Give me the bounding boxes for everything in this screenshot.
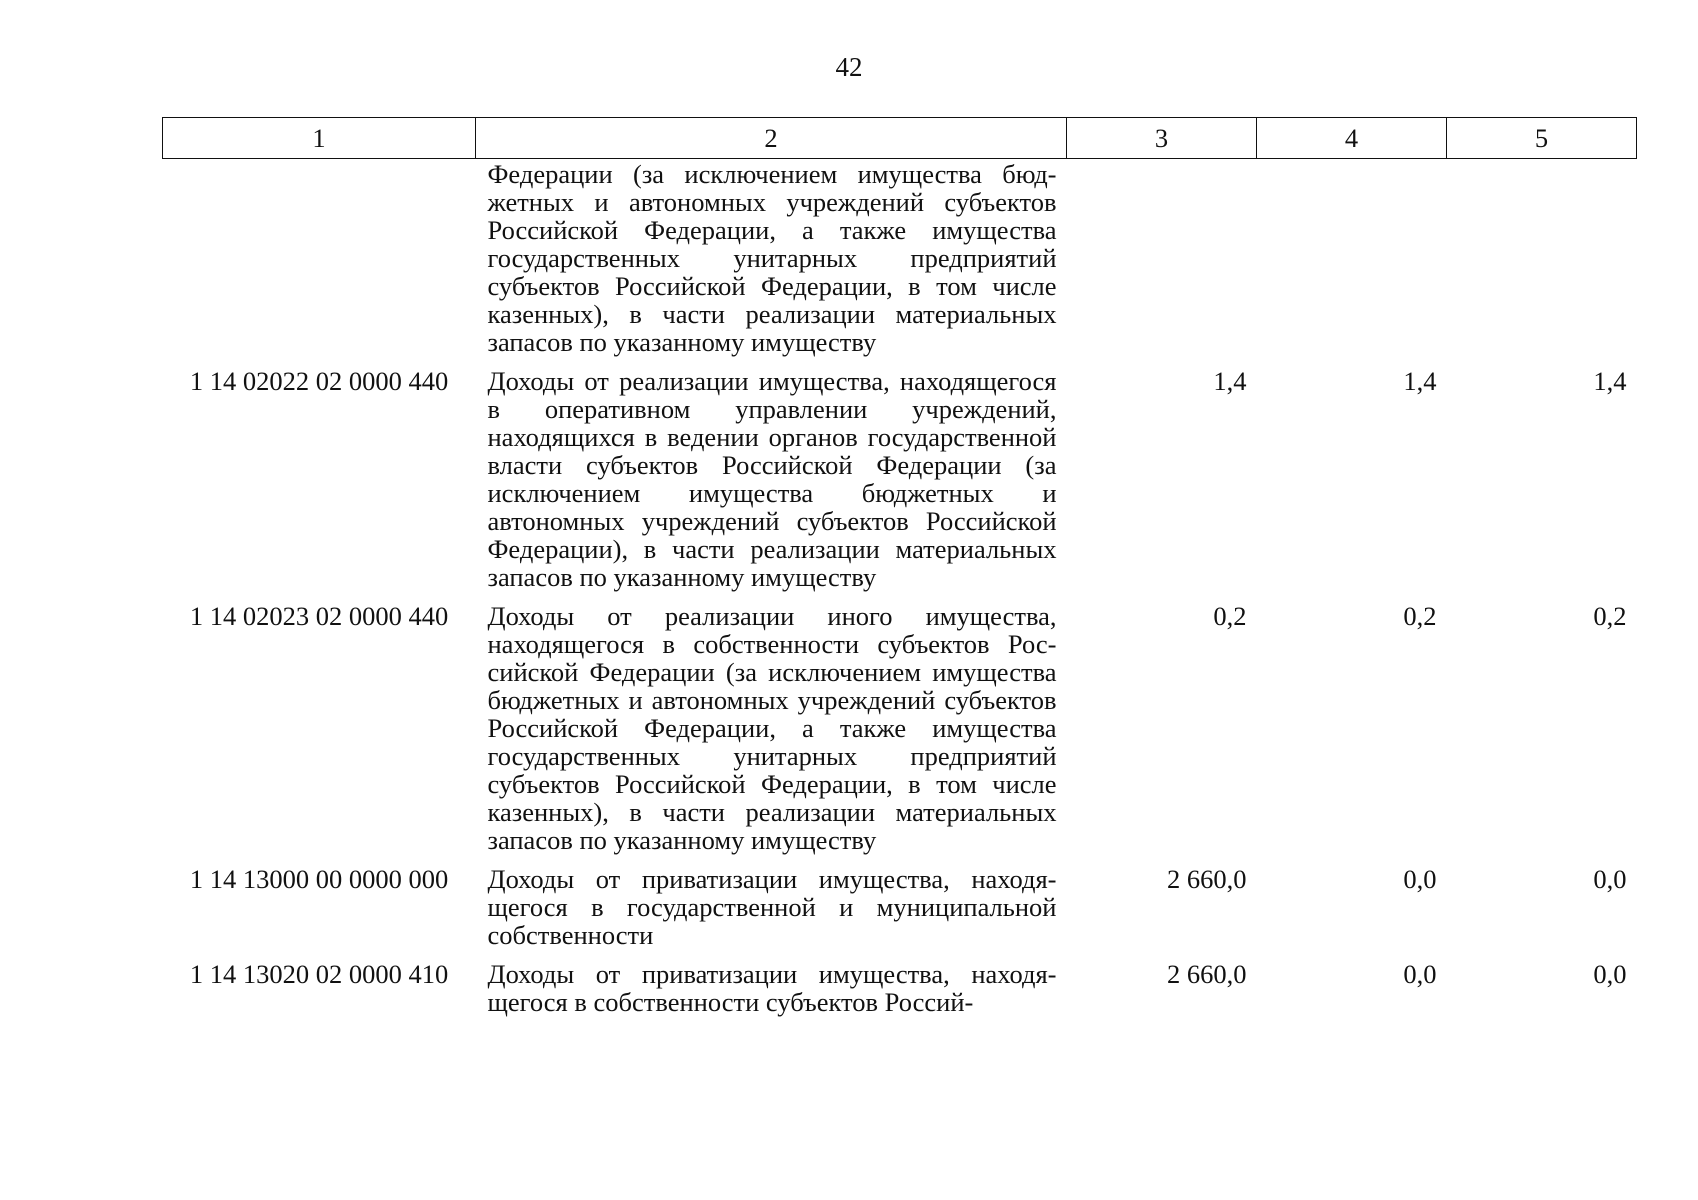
row-description: [476, 949, 1067, 1016]
header-col-5: 5: [1447, 118, 1637, 159]
table-row: [163, 591, 1637, 854]
header-col-4: 4: [1257, 118, 1447, 159]
row-description: [476, 591, 1067, 854]
table-row: [163, 949, 1637, 1016]
row-code: 1 14 02023 02 0000 440: [189, 601, 449, 631]
row-code: 1 14 13020 02 0000 410: [189, 959, 449, 989]
row-value-col5: 0,2: [1593, 601, 1627, 631]
row-value-col5: 0,0: [1593, 864, 1627, 894]
table-body: [163, 159, 1637, 1017]
row-value-col4: 0,2: [1403, 601, 1437, 631]
row-value-col5: 1,4: [1593, 366, 1627, 396]
row-value-col3: 1,4: [1213, 366, 1247, 396]
row-description-text: Доходы от реализации иного имущества, находящегося в собственности субъектов Российской Федерации (за исключением имущества бюджетных и автономных учреждений субъектов Российской Федерации, а также имущества государственных унитарных предприятий субъектов Российской Федерации, в том числе казенных), в части реализации материальных запасов по указанному имуществу: [487, 601, 1057, 855]
row-value-col3: 2 660,0: [1167, 959, 1247, 989]
row-description-text: Доходы от приватизации имущества, находящегося в государственной и муниципальной собственности: [487, 864, 1057, 950]
row-value-col4: 1,4: [1403, 366, 1437, 396]
table-row: [163, 854, 1637, 949]
row-value-col4: [1257, 159, 1447, 357]
row-value-col5: [1447, 159, 1637, 357]
row-value-col3: [1067, 159, 1257, 357]
row-value-col4: 0,0: [1403, 959, 1437, 989]
row-description-text: Федерации (за исключением имущества бюджетных и автономных учреждений субъектов Российской Федерации, а также имущества государственных унитарных предприятий субъектов Российской Федерации, в том числе казенных), в части реализации материальных запасов по указанному имуществу: [487, 159, 1057, 357]
row-description: [476, 356, 1067, 591]
table-header: [163, 118, 1637, 159]
row-code: 1 14 02022 02 0000 440: [189, 366, 449, 396]
row-value-col3: 2 660,0: [1167, 864, 1247, 894]
revenue-table: [162, 117, 1637, 1016]
row-code: [163, 159, 476, 357]
row-value-col3: 0,2: [1213, 601, 1247, 631]
row-code: 1 14 13000 00 0000 000: [189, 864, 449, 894]
header-row: [163, 118, 1637, 159]
header-col-1: 1: [163, 118, 476, 159]
row-value-col5: 0,0: [1593, 959, 1627, 989]
table-row-continuation: [163, 159, 1637, 357]
row-description-text: Доходы от приватизации имущества, находящегося в собственности субъектов Россий-: [487, 959, 1057, 1017]
row-description-text: Доходы от реализации имущества, находящегося в оперативном управлении учреждений, находящихся в ведении органов государственной власти субъектов Российской Федерации (за исключением имущества бюджетных и автономных учреждений субъектов Российской Федерации), в части реализации материальных запасов по указанному имуществу: [487, 366, 1057, 592]
page-number: 42: [835, 52, 863, 82]
row-description: [476, 159, 1067, 357]
row-description: [476, 854, 1067, 949]
header-col-2: 2: [476, 118, 1067, 159]
table-row: [163, 356, 1637, 591]
row-value-col4: 0,0: [1403, 864, 1437, 894]
header-col-3: 3: [1067, 118, 1257, 159]
